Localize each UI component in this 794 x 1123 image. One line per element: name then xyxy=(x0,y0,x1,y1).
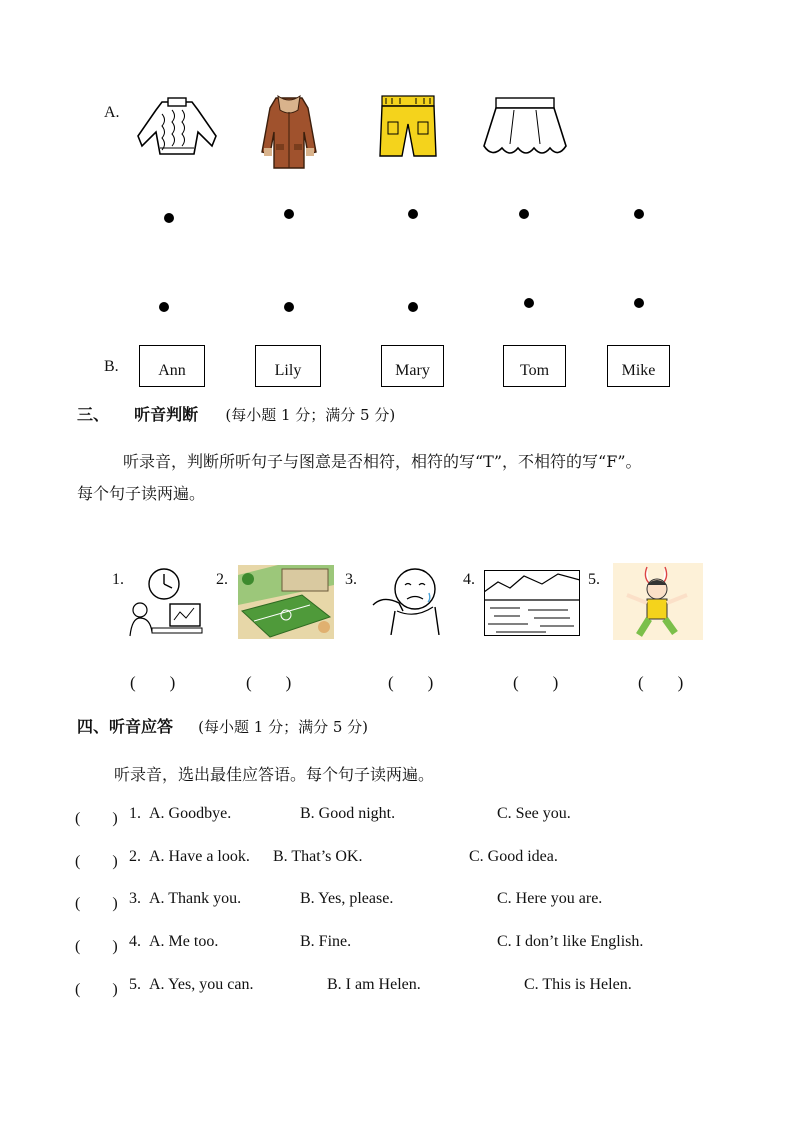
section4-instruction: 听录音，选出最佳应答语。每个句子读两遍。 xyxy=(114,765,435,784)
answer-blank-5[interactable]: ( ) xyxy=(638,673,684,692)
match-dot-b5[interactable] xyxy=(634,298,644,308)
section3-instruction-line2: 每个句子读两遍。 xyxy=(77,484,206,503)
match-dot-b4[interactable] xyxy=(524,298,534,308)
q5-option-c: C. This is Helen. xyxy=(524,976,632,993)
q1-option-a: A. Goodbye. xyxy=(149,805,232,822)
q-bracket-3[interactable]: ( ) xyxy=(75,895,118,912)
match-dot-b1[interactable] xyxy=(159,302,169,312)
section3-instruction-line1: 听录音，判断所听句子与图意是否相符，相符的写“T”，不相符的写“F”。 xyxy=(123,452,642,471)
row-b-label: B. xyxy=(104,358,119,375)
q-bracket-5[interactable]: ( ) xyxy=(75,981,118,998)
q5-option-a: A. Yes, you can. xyxy=(149,976,254,993)
q4-option-c: C. I don’t like English. xyxy=(497,933,644,950)
name-box-ann: Ann xyxy=(139,345,205,387)
skirt-icon xyxy=(478,96,570,160)
answer-blank-4[interactable]: ( ) xyxy=(513,673,559,692)
q5-option-b: B. I am Helen. xyxy=(327,976,421,993)
row-a-label: A. xyxy=(104,104,120,121)
match-dot-b3[interactable] xyxy=(408,302,418,312)
q1-option-c: C. See you. xyxy=(497,805,571,822)
match-dot-a5[interactable] xyxy=(634,209,644,219)
q2-option-c: C. Good idea. xyxy=(469,848,558,865)
q-number-1: 1. xyxy=(129,805,141,822)
lake-mountain-icon xyxy=(484,570,580,636)
shorts-icon xyxy=(378,94,438,160)
rabbit-girl-icon xyxy=(613,563,703,640)
match-dot-a4[interactable] xyxy=(519,209,529,219)
item-number-5: 5. xyxy=(588,571,600,588)
q-bracket-2[interactable]: ( ) xyxy=(75,853,118,870)
match-dot-b2[interactable] xyxy=(284,302,294,312)
q-number-4: 4. xyxy=(129,933,141,950)
item-number-2: 2. xyxy=(216,571,228,588)
section3-scoring: (每小题 1 分；满分 5 分) xyxy=(225,406,396,424)
q4-option-a: A. Me too. xyxy=(149,933,219,950)
section3-number: 三、 xyxy=(77,405,110,424)
q3-option-a: A. Thank you. xyxy=(149,890,242,907)
item-number-4: 4. xyxy=(463,571,475,588)
answer-blank-1[interactable]: ( ) xyxy=(130,673,176,692)
q2-option-a: A. Have a look. xyxy=(149,848,250,865)
q-number-5: 5. xyxy=(129,976,141,993)
section4-title: 四、听音应答 xyxy=(77,717,174,736)
match-dot-a2[interactable] xyxy=(284,209,294,219)
park-field-icon xyxy=(238,565,334,639)
q-bracket-4[interactable]: ( ) xyxy=(75,938,118,955)
section3-heading xyxy=(77,402,395,425)
q-number-3: 3. xyxy=(129,890,141,907)
name-box-mike: Mike xyxy=(607,345,670,387)
q-bracket-1[interactable]: ( ) xyxy=(75,810,118,827)
answer-blank-2[interactable]: ( ) xyxy=(246,673,292,692)
match-dot-a3[interactable] xyxy=(408,209,418,219)
q-number-2: 2. xyxy=(129,848,141,865)
item-number-3: 3. xyxy=(345,571,357,588)
name-box-lily: Lily xyxy=(255,345,321,387)
coat-icon xyxy=(258,92,320,172)
name-box-tom: Tom xyxy=(503,345,566,387)
section3-title: 听音判断 xyxy=(134,405,199,424)
section4-scoring: (每小题 1 分；满分 5 分) xyxy=(198,718,369,736)
section4-heading xyxy=(77,714,368,737)
sweater-icon xyxy=(132,96,222,162)
match-dot-a1[interactable] xyxy=(164,213,174,223)
q1-option-b: B. Good night. xyxy=(300,805,396,822)
name-box-mary: Mary xyxy=(381,345,444,387)
q4-option-b: B. Fine. xyxy=(300,933,352,950)
q3-option-b: B. Yes, please. xyxy=(300,890,394,907)
q2-option-b: B. That’s OK. xyxy=(273,848,363,865)
clock-computer-icon xyxy=(126,566,204,638)
answer-blank-3[interactable]: ( ) xyxy=(388,673,434,692)
crying-face-icon xyxy=(369,565,459,635)
item-number-1: 1. xyxy=(112,571,124,588)
q3-option-c: C. Here you are. xyxy=(497,890,603,907)
